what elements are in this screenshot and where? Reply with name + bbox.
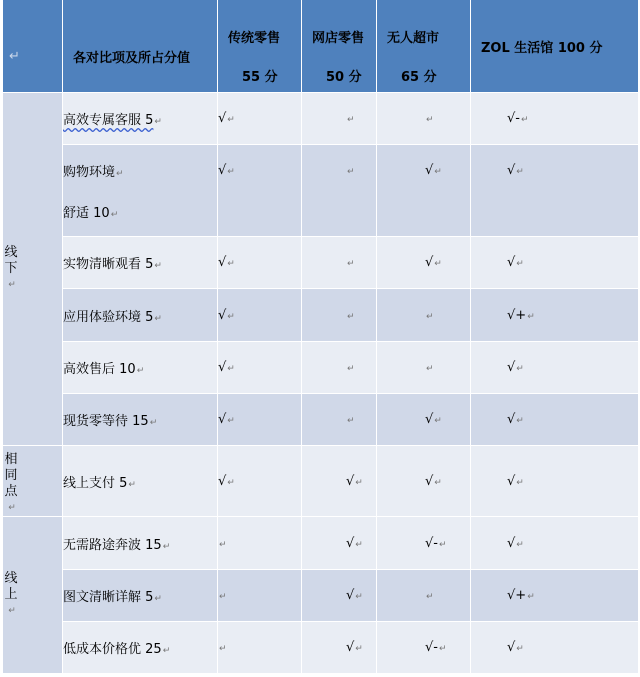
- mark-cell: √↵: [471, 517, 639, 570]
- mark-cell: √↵: [218, 394, 302, 446]
- mark-cell: ↵: [302, 237, 377, 289]
- mark-cell: √↵: [471, 622, 639, 674]
- mark-cell: ↵: [218, 517, 302, 570]
- mark-cell: ↵: [302, 289, 377, 342]
- mark-cell: √↵: [218, 446, 302, 517]
- criterion-cell: 图文清晰详解 5↵: [63, 570, 218, 622]
- mark-cell: ↵: [377, 289, 471, 342]
- table-row: [3, 289, 639, 342]
- mark-cell: √↵: [218, 342, 302, 394]
- mark-cell: √↵: [218, 93, 302, 145]
- criterion-cell: 应用体验环境 5↵: [63, 289, 218, 342]
- group-label-online: 线 上 ↵: [3, 517, 63, 674]
- mark-cell: √+↵: [471, 570, 639, 622]
- group-label-common: 相 同 点 ↵: [3, 446, 63, 517]
- mark-cell: √↵: [377, 237, 471, 289]
- header-traditional-retail: 传统零售 55 分: [218, 0, 302, 93]
- mark-cell: √↵: [377, 446, 471, 517]
- mark-cell: ↵: [218, 622, 302, 674]
- header-row: [3, 0, 639, 93]
- mark-cell: √↵: [302, 446, 377, 517]
- header-unmanned-store: 无人超市 65 分: [377, 0, 471, 93]
- mark-cell: ↵: [218, 570, 302, 622]
- criterion-cell: 低成本价格优 25↵: [63, 622, 218, 674]
- mark-cell: √↵: [471, 145, 639, 237]
- criterion-cell: 线上支付 5↵: [63, 446, 218, 517]
- mark-cell: ↵: [302, 394, 377, 446]
- table-row: [3, 394, 639, 446]
- mark-cell: ↵: [302, 145, 377, 237]
- mark-cell: √↵: [302, 517, 377, 570]
- table-row: [3, 237, 639, 289]
- criterion-cell: 无需路途奔波 15↵: [63, 517, 218, 570]
- mark-cell: √↵: [471, 394, 639, 446]
- mark-cell: √-↵: [471, 93, 639, 145]
- mark-cell: √↵: [302, 622, 377, 674]
- header-zol-store: ZOL 生活馆 100 分: [471, 0, 639, 93]
- mark-cell: √↵: [218, 145, 302, 237]
- header-criteria: 各对比项及所占分值: [63, 0, 218, 93]
- table-row: [3, 517, 639, 570]
- mark-cell: ↵: [377, 93, 471, 145]
- table-row: [3, 93, 639, 145]
- mark-cell: ↵: [302, 93, 377, 145]
- table-row: [3, 145, 639, 237]
- criterion-cell: 高效售后 10↵: [63, 342, 218, 394]
- table-row: [3, 622, 639, 674]
- mark-cell: √↵: [471, 342, 639, 394]
- mark-cell: √-↵: [377, 622, 471, 674]
- mark-cell: √↵: [302, 570, 377, 622]
- mark-cell: √-↵: [377, 517, 471, 570]
- table-row: [3, 446, 639, 517]
- mark-cell: ↵: [377, 342, 471, 394]
- mark-cell: √↵: [218, 237, 302, 289]
- group-label-offline: 线 下 ↵: [3, 93, 63, 446]
- table-row: [3, 570, 639, 622]
- criterion-cell: 高效专属客服 5↵: [63, 93, 218, 145]
- criterion-cell: 实物清晰观看 5↵: [63, 237, 218, 289]
- comparison-table: [3, 0, 639, 674]
- criterion-cell: 现货零等待 15↵: [63, 394, 218, 446]
- criterion-cell: 购物环境↵ 舒适 10↵: [63, 145, 218, 237]
- mark-cell: √↵: [471, 237, 639, 289]
- mark-cell: ↵: [377, 570, 471, 622]
- header-corner-cell: ↵: [3, 0, 63, 93]
- header-online-retail: 网店零售 50 分: [302, 0, 377, 93]
- mark-cell: √↵: [377, 145, 471, 237]
- mark-cell: √+↵: [471, 289, 639, 342]
- mark-cell: ↵: [302, 342, 377, 394]
- mark-cell: √↵: [471, 446, 639, 517]
- table-row: [3, 342, 639, 394]
- mark-cell: √↵: [377, 394, 471, 446]
- mark-cell: √↵: [218, 289, 302, 342]
